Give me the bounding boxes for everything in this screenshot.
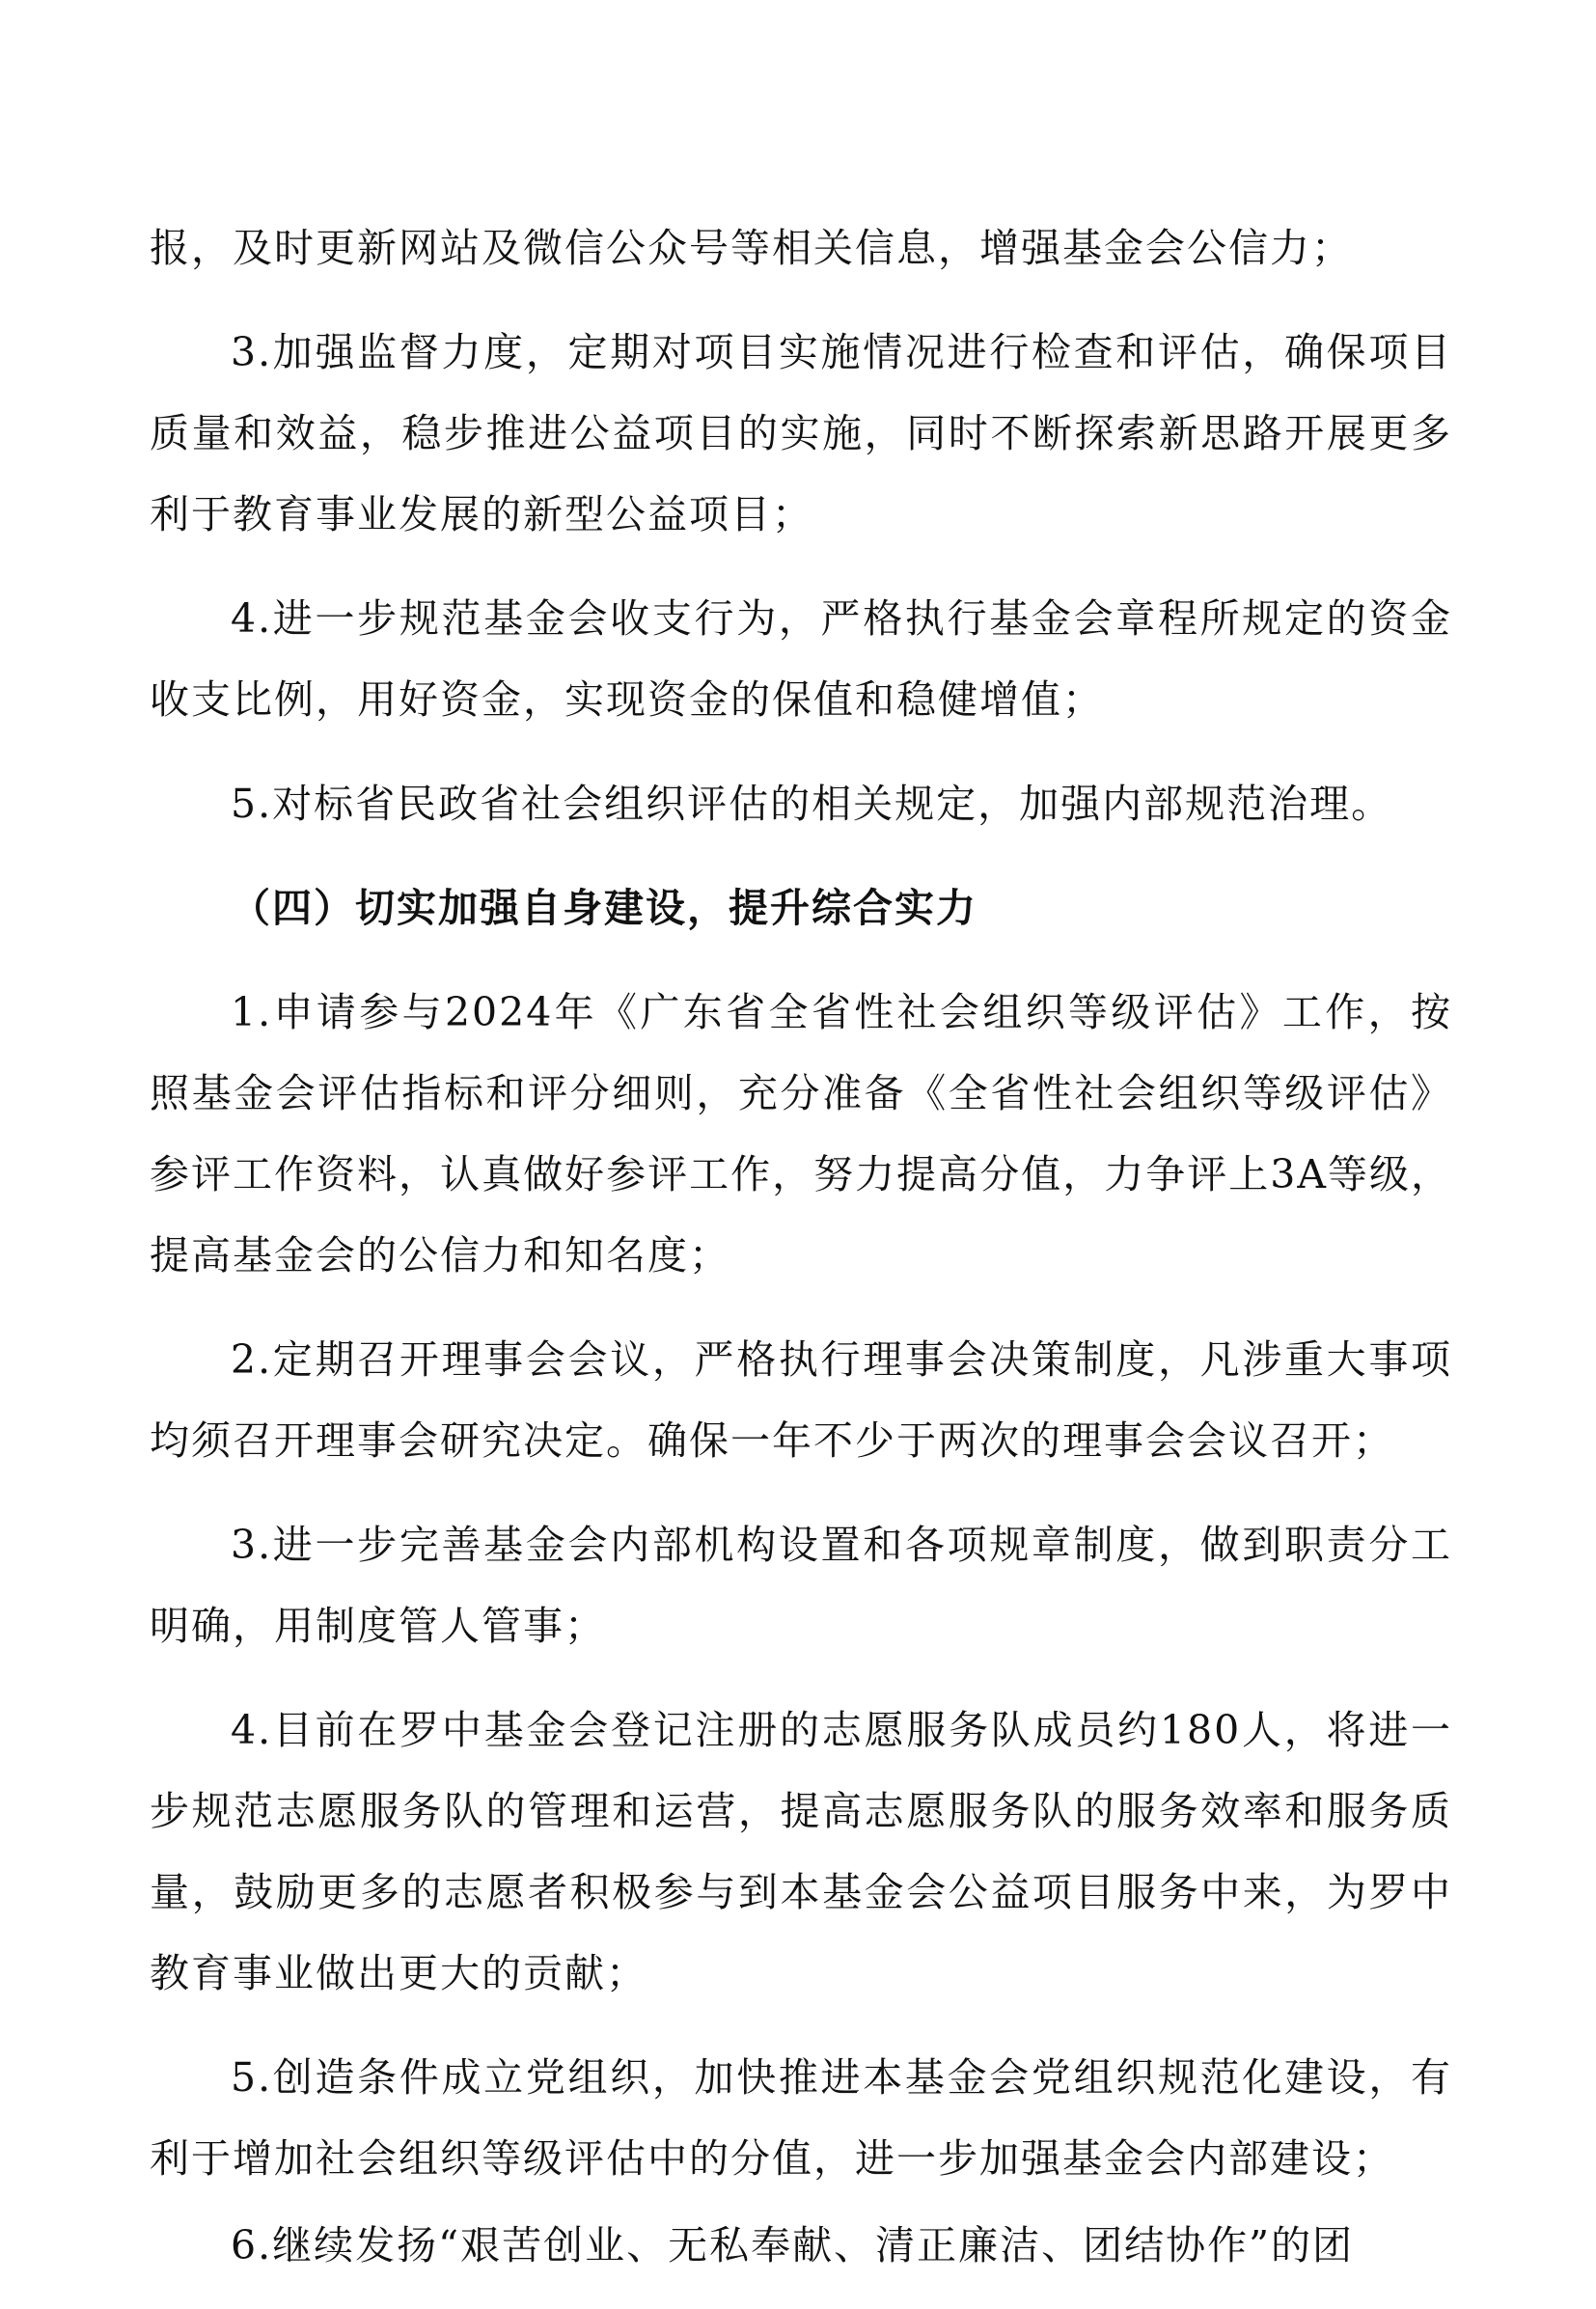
section-heading: （四）切实加强自身建设，提升综合实力	[231, 885, 977, 931]
paragraph-item-4-2: 2.定期召开理事会会议，严格执行理事会决策制度，凡涉重大事项均须召开理事会研究决定。确保一年不少于两次的理事会会议召开；	[150, 1336, 1452, 1464]
paragraph-item-3-3: 3.加强监督力度，定期对项目实施情况进行检查和评估，确保项目质量和效益，稳步推进公益项目的实施，同时不断探索新思路开展更多利于教育事业发展的新型公益项目；	[150, 329, 1452, 537]
paragraph-continued: 报，及时更新网站及微信公众号等相关信息，增强基金会公信力；	[150, 225, 1353, 271]
document-body	[150, 207, 1452, 2309]
paragraph-item-4-3: 3.进一步完善基金会内部机构设置和各项规章制度，做到职责分工明确，用制度管人管事；	[150, 1522, 1452, 1649]
paragraph-item-3-4: 4.进一步规范基金会收支行为，严格执行基金会章程所规定的资金收支比例，用好资金，实现资金的保值和稳健增值；	[150, 595, 1452, 723]
paragraph-item-3-5: 5.对标省民政省社会组织评估的相关规定，加强内部规范治理。	[231, 781, 1393, 827]
paragraph-item-4-4: 4.目前在罗中基金会登记注册的志愿服务队成员约180人，将进一步规范志愿服务队的管理和运营，提高志愿服务队的服务效率和服务质量，鼓励更多的志愿者积极参与到本基金会公益项目服务中来，为罗中教育事业做出更大的贡献；	[150, 1707, 1452, 1996]
paragraph-item-4-1: 1.申请参与2024年《广东省全省性社会组织等级评估》工作，按照基金会评估指标和评分细则，充分准备《全省性社会组织等级评估》参评工作资料，认真做好参评工作，努力提高分值，力争评上3A等级，提高基金会的公信力和知名度；	[150, 989, 1452, 1278]
paragraph-item-4-5: 5.创造条件成立党组织，加快推进本基金会党组织规范化建设，有利于增加社会组织等级评估中的分值，进一步加强基金会内部建设；	[150, 2054, 1452, 2182]
paragraph-item-4-6: 6.继续发扬“艰苦创业、无私奉献、清正廉洁、团结协作”的团	[231, 2222, 1355, 2268]
